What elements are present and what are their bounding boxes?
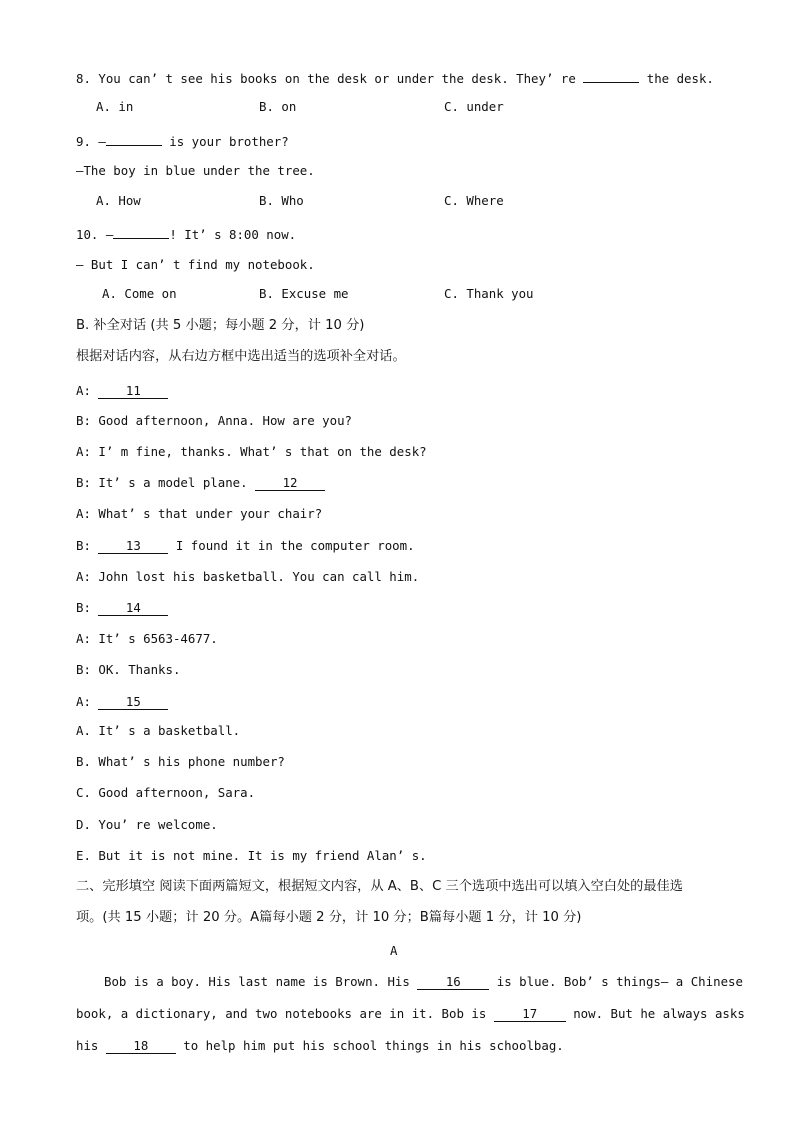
dialogue-text: A: I’ m fine, thanks. What’ s that on the desk?: [76, 444, 427, 459]
dialogue-line: [76, 506, 322, 522]
section-2-instruction-line2: 项。(共 15 小题；计 20 分。A篇每小题 2 分，计 10 分；B篇每小题 1 分，计 10 分): [76, 910, 582, 925]
passage-a-line2-text-a: book, a dictionary, and two notebooks are in it. Bob is: [76, 1006, 494, 1021]
question-8-stem: [76, 68, 714, 87]
dialogue-line: [76, 694, 168, 710]
question-10-option-c[interactable]: C. Thank you: [444, 286, 534, 301]
section-b-title: B. 补全对话 (共 5 小题；每小题 2 分，计 10 分): [76, 318, 365, 333]
blank-15[interactable]: 15: [98, 695, 168, 710]
dialogue-line: [76, 383, 168, 399]
passage-a-line3-text-b: to help him put his school things in his schoolbag.: [175, 1038, 564, 1053]
passage-a-line2-text-b: now. But he always asks: [565, 1006, 745, 1021]
question-9-option-b[interactable]: B. Who: [259, 193, 304, 208]
question-10-text-a: 10. —: [76, 227, 114, 242]
dialogue-text: A: It’ s 6563-4677.: [76, 631, 218, 646]
question-8-text-a: 8. You can’ t see his books on the desk or under the desk. They’ re: [76, 71, 584, 86]
dialogue-text: B: It’ s a model plane.: [76, 475, 256, 490]
question-9-line1: [76, 131, 289, 150]
dialogue-line: [76, 444, 427, 460]
blank-11[interactable]: 11: [98, 384, 168, 399]
choice-c: C. Good afternoon, Sara.: [76, 785, 256, 800]
passage-a-line1: [104, 974, 743, 990]
blank-16[interactable]: 16: [417, 975, 489, 990]
dialogue-line: [76, 475, 325, 491]
question-9-text-a: 9. —: [76, 134, 106, 149]
question-9-option-a[interactable]: A. How: [96, 193, 141, 208]
passage-a-line1-text-b: is blue. Bob’ s things— a Chinese: [489, 974, 743, 989]
question-9-option-c[interactable]: C. Where: [444, 193, 504, 208]
passage-a-line3-text-a: his: [76, 1038, 106, 1053]
dialogue-text: B:: [76, 600, 99, 615]
dialogue-line: [76, 538, 415, 554]
dialogue-text: A:: [76, 383, 99, 398]
blank-13[interactable]: 13: [98, 539, 168, 554]
question-10-text-b: ! It’ s 8:00 now.: [169, 227, 297, 242]
question-10-blank[interactable]: [113, 224, 169, 239]
dialogue-line: [76, 662, 180, 678]
blank-17[interactable]: 17: [494, 1007, 566, 1022]
question-10-option-b[interactable]: B. Excuse me: [259, 286, 349, 301]
question-9-line2: —The boy in blue under the tree.: [76, 163, 315, 178]
section-b-instruction: 根据对话内容，从右边方框中选出适当的选项补全对话。: [76, 349, 406, 364]
dialogue-text: B: OK. Thanks.: [76, 662, 181, 677]
blank-12[interactable]: 12: [255, 476, 325, 491]
dialogue-text-after: I found it in the computer room.: [168, 538, 415, 553]
dialogue-text: A: John lost his basketball. You can call him.: [76, 569, 420, 584]
section-2-instruction-line1: 二、完形填空 阅读下面两篇短文，根据短文内容，从 A、B、C 三个选项中选出可以填入空白处的最佳选: [76, 879, 683, 894]
dialogue-text: B:: [76, 538, 99, 553]
question-10-line2: — But I can’ t find my notebook.: [76, 257, 315, 272]
blank-18[interactable]: 18: [106, 1039, 176, 1054]
choice-d: D. You’ re welcome.: [76, 817, 218, 832]
question-9-blank[interactable]: [106, 131, 162, 146]
question-8-text-b: the desk.: [639, 71, 714, 86]
choice-a: A. It’ s a basketball.: [76, 723, 241, 738]
dialogue-line: [76, 413, 352, 429]
dialogue-line: [76, 631, 218, 647]
passage-a-line2: [76, 1006, 745, 1022]
passage-a-line3: [76, 1038, 564, 1054]
question-10-line1: [76, 224, 296, 243]
question-8-option-a[interactable]: A. in: [96, 99, 134, 114]
question-8-blank[interactable]: [583, 68, 639, 83]
dialogue-text: A: What’ s that under your chair?: [76, 506, 323, 521]
question-8-option-c[interactable]: C. under: [444, 99, 504, 114]
question-10-option-a[interactable]: A. Come on: [102, 286, 177, 301]
question-9-text-b: is your brother?: [161, 134, 289, 149]
dialogue-text: A:: [76, 694, 99, 709]
dialogue-line: [76, 600, 168, 616]
choice-e: E. But it is not mine. It is my friend Alan’ s.: [76, 848, 427, 863]
blank-14[interactable]: 14: [98, 601, 168, 616]
passage-a-line1-text-a: Bob is a boy. His last name is Brown. His: [104, 974, 418, 989]
choice-b: B. What’ s his phone number?: [76, 754, 285, 769]
dialogue-text: B: Good afternoon, Anna. How are you?: [76, 413, 353, 428]
dialogue-line: [76, 569, 419, 585]
passage-a-heading: A: [390, 943, 398, 958]
question-8-option-b[interactable]: B. on: [259, 99, 297, 114]
